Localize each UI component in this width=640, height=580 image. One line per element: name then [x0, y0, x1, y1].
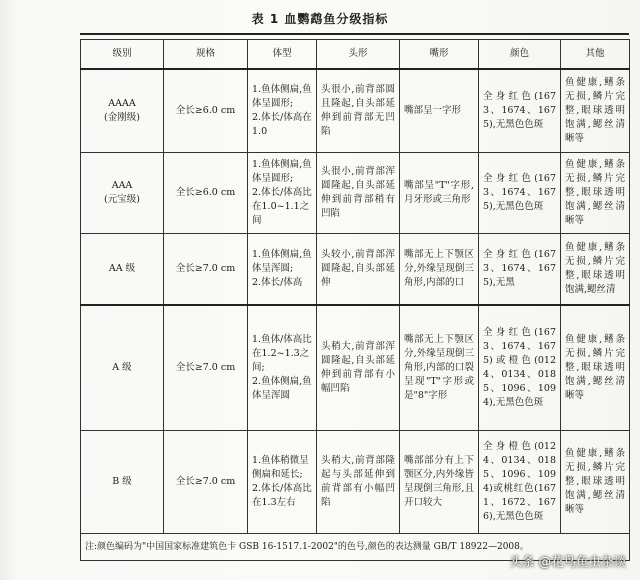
header-grade: 级别 [81, 40, 164, 70]
table-row [81, 234, 630, 306]
cell-size: 全长≥7.0 cm [164, 234, 248, 306]
header-mouth: 嘴形 [400, 40, 479, 70]
cell-color: 全身红色(1673、1674、1675),无黑色色斑 [479, 69, 561, 153]
cell-body: 1.鱼体侧扁,鱼体呈圆形; 2.体长/体高在1.0 [248, 69, 317, 153]
cell-other: 鱼健康,鳍条无损,鳞片完整,眼球透明饱满,鳃丝清晰等 [561, 69, 630, 153]
grading-table [80, 39, 630, 561]
header-other: 其他 [561, 40, 630, 70]
cell-other: 鱼健康,鳍条无损,鳞片完整,眼球透明饱满,鳃丝清晰等 [561, 305, 630, 431]
watermark: 头条 @花鸟鱼虫杂谈 [509, 554, 626, 569]
table-row [81, 69, 630, 153]
cell-mouth: 嘴部无上下颚区分,外缘呈现倒三角形,内部的口裂呈现"T"字形或是"8"字形 [400, 305, 479, 431]
cell-color: 全身红色(1673、1674、1675)或橙色(0124、0134、0185、1096、1094),无黑色色斑 [479, 305, 561, 431]
cell-body: 1.鱼体侧扁,鱼体呈浑圆; 2.体长/体高 [248, 234, 317, 306]
header-head: 头形 [317, 40, 400, 70]
table-title: 表 1 血鹦鹉鱼分级指标 [251, 12, 389, 26]
cell-color: 全身红色(1673、1674、1675),无黑 [479, 234, 561, 306]
cell-body: 1.鱼体侧扁,鱼体呈圆形; 2.体长/体高比在1.0~1.1之间 [248, 153, 317, 234]
cell-grade: B 级 [81, 431, 164, 534]
cell-grade: AA 级 [81, 234, 164, 306]
cell-mouth: 嘴部呈"T"字形,月牙形或三角形 [400, 153, 479, 234]
cell-grade: AAA (元宝级) [81, 153, 164, 234]
table-row [81, 431, 630, 534]
cell-body: 1.鱼体/体高比在1.2~1.3之间; 2.鱼体侧扁,鱼体呈浑圆 [248, 305, 317, 431]
header-size: 规格 [164, 40, 248, 70]
cell-other: 鱼健康,鳍条无损,鳞片完整,眼球透明饱满,鳃丝清晰等 [561, 153, 630, 234]
cell-head: 头稍大,前背部浑圆隆起,自头部延伸到前背部有小幅凹陷 [317, 305, 400, 431]
cell-head: 头很小,前背部浑圆隆起,自头部延伸到前背部稍有凹陷 [317, 153, 400, 234]
cell-size: 全长≥7.0 cm [164, 305, 248, 431]
cell-color: 全身红色(1673、1674、1675),无黑色色斑 [479, 153, 561, 234]
table-row [81, 153, 630, 234]
cell-size: 全长≥7.0 cm [164, 431, 248, 534]
cell-grade: A 级 [81, 305, 164, 431]
table-header-row [81, 40, 630, 70]
table-note: 注:颜色编码为"中国国家标准建筑色卡 GSB 16-1517.1-2002"的色号,颜色的表达测量 GB/T 18922—2008。 [81, 534, 630, 561]
header-color: 颜色 [479, 40, 561, 70]
cell-head: 头很小,前背部圆且隆起,自头部延伸到前背部无凹陷 [317, 69, 400, 153]
cell-color: 全身橙色(0124、0134、0185、1096、1094)或桃红色(1671、1672、1676),无黑色色斑 [479, 431, 561, 534]
cell-mouth: 嘴部部分有上下颚区分,内外缘皆呈现倒三角形,且开口较大 [400, 431, 479, 534]
header-body: 体型 [248, 40, 317, 70]
cell-body: 1.鱼体稍微呈侧扁和延长; 2.体长/体高比在1.3左右 [248, 431, 317, 534]
cell-other: 鱼健康,鳍条无损,鳞片完整,眼球透明饱满,鳃丝清 [561, 234, 630, 306]
cell-other: 鱼健康,鳍条无损,鳞片完整,眼球透明饱满,鳃丝清晰等 [561, 431, 630, 534]
cell-size: 全长≥6.0 cm [164, 69, 248, 153]
table-top-rule [80, 33, 629, 35]
cell-grade: AAAA (金刚级) [81, 69, 164, 153]
cell-mouth: 嘴部无上下颚区分,外缘呈现倒三角形,内部的口 [400, 234, 479, 306]
cell-size: 全长≥6.0 cm [164, 153, 248, 234]
cell-mouth: 嘴部呈一字形 [400, 69, 479, 153]
cell-head: 头稍大,前背部隆起与头部延伸到前背部有小幅凹陷 [317, 431, 400, 534]
table-row [81, 305, 630, 431]
cell-head: 头较小,前背部浑圆隆起,自头部延伸 [317, 234, 400, 306]
